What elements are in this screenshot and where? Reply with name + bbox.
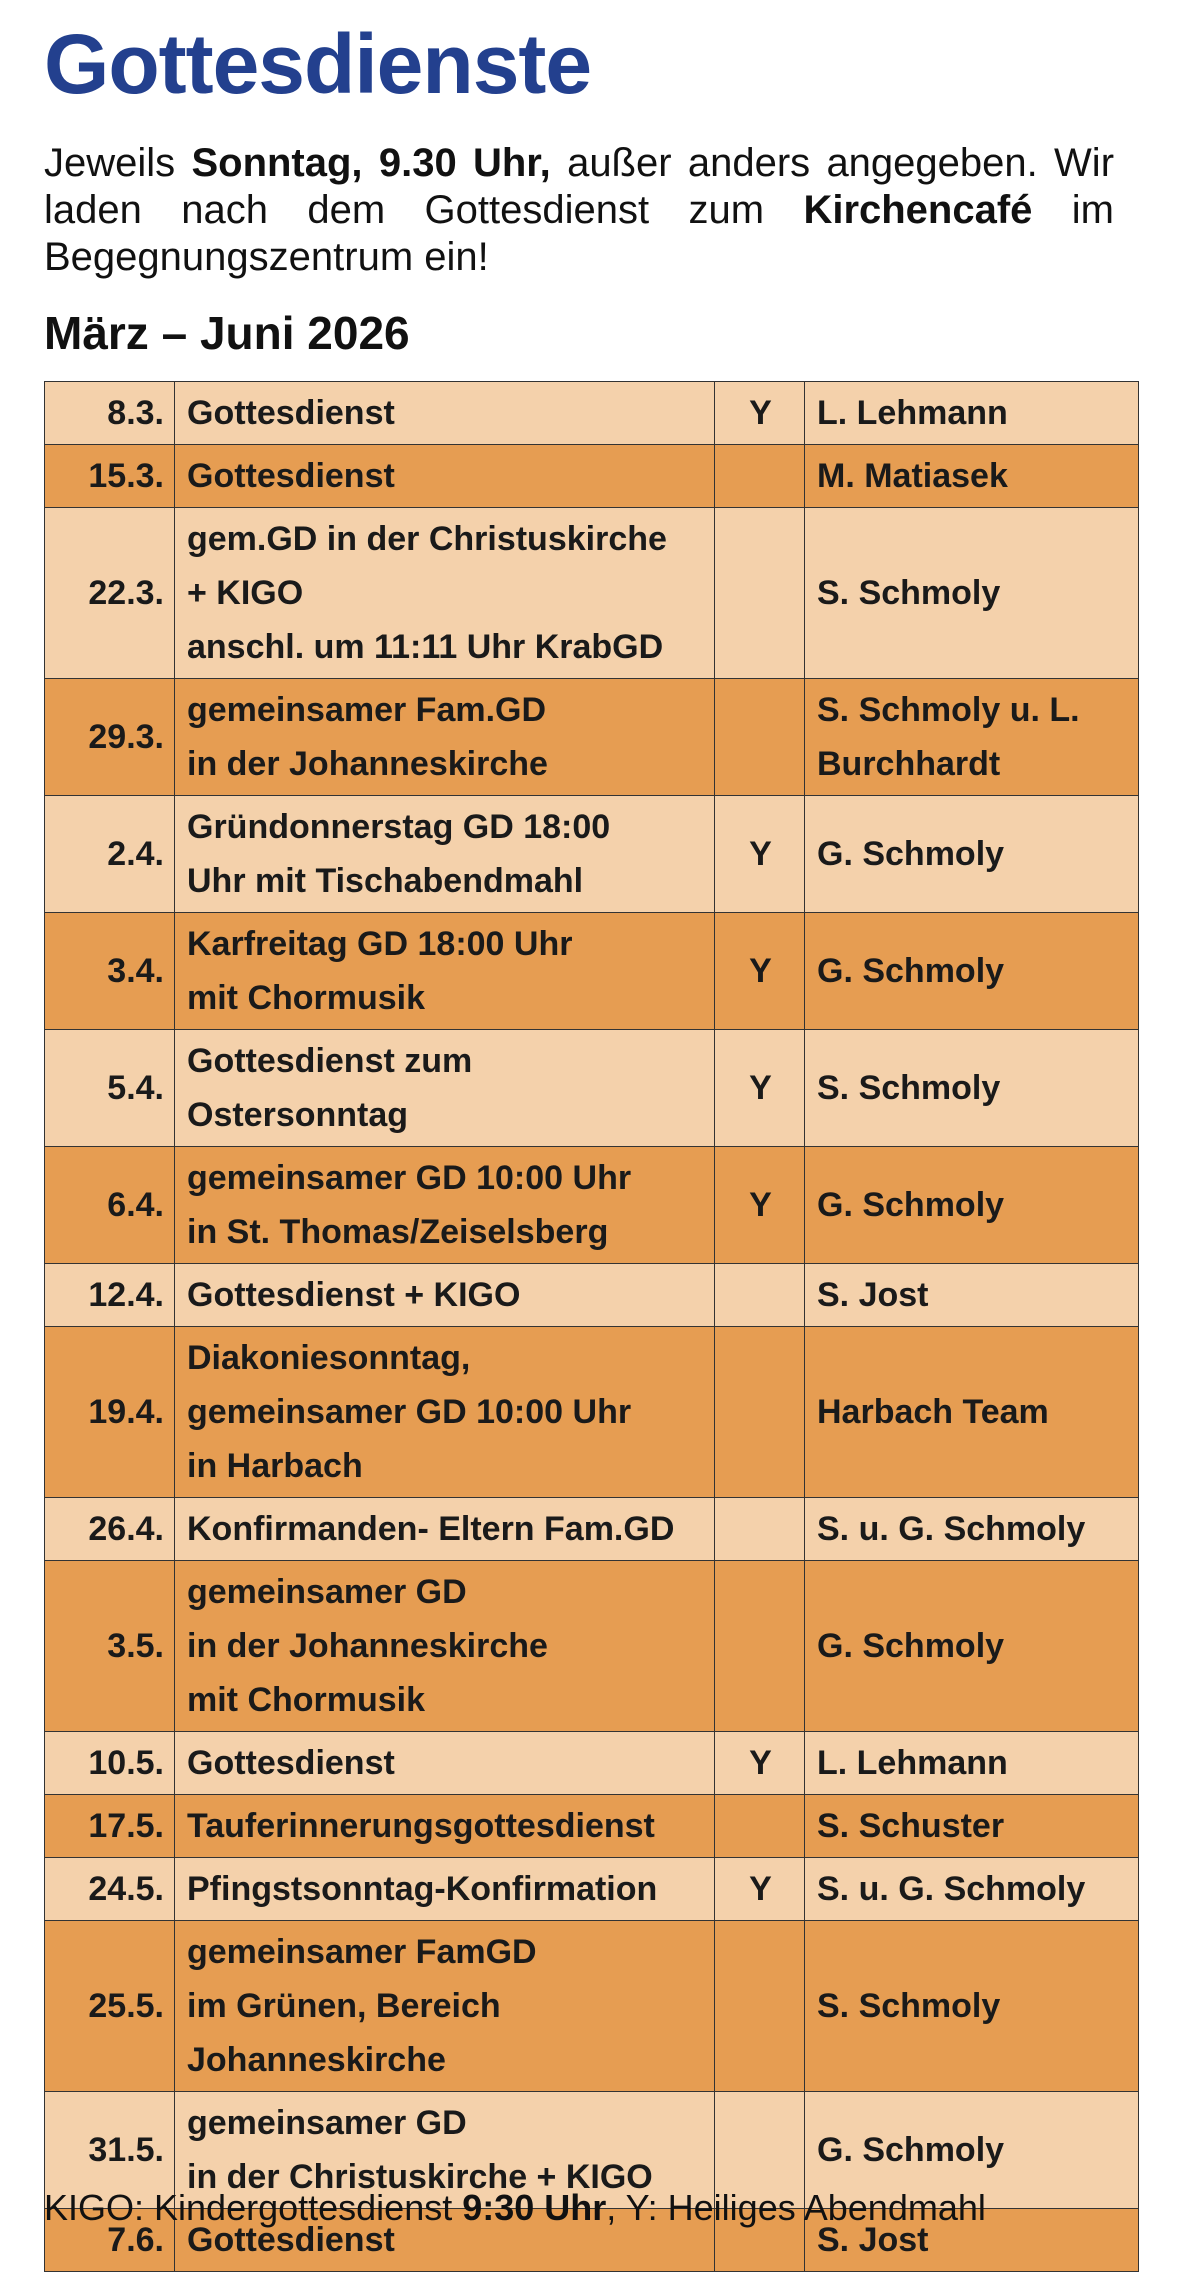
table-row [45,445,1139,508]
row-event-line: Gottesdienst + KIGO [187,1276,521,1314]
row-event [175,1030,715,1147]
row-communion [715,445,805,508]
table-row [45,1030,1139,1147]
table-row [45,1795,1139,1858]
row-communion: Y [715,913,805,1030]
row-date: 22.3. [45,508,175,679]
row-date: 26.4. [45,1498,175,1561]
row-date: 25.5. [45,1921,175,2092]
row-date: 19.4. [45,1327,175,1498]
row-event-line: Johanneskirche [187,2041,446,2079]
table-row [45,1264,1139,1327]
row-event-line: im Grünen, Bereich [187,1987,501,2025]
table-row [45,1921,1139,2092]
row-event [175,382,715,445]
row-date: 5.4. [45,1030,175,1147]
row-event [175,1921,715,2092]
row-person: S. Jost [805,1264,1139,1327]
row-person: S. Schmoly u. L. Burchhardt [805,679,1139,796]
table-row [45,1147,1139,1264]
row-event-line: in der Christuskirche + KIGO [187,2158,653,2196]
table-row [45,382,1139,445]
row-event [175,1795,715,1858]
row-date: 17.5. [45,1795,175,1858]
row-communion [715,508,805,679]
schedule-body [45,382,1139,2272]
row-communion [715,679,805,796]
row-person: L. Lehmann [805,1732,1139,1795]
row-person: G. Schmoly [805,1561,1139,1732]
row-date: 10.5. [45,1732,175,1795]
row-communion: Y [715,796,805,913]
row-event [175,1147,715,1264]
period-heading: März – Juni 2026 [44,307,410,359]
row-event-line: mit Chormusik [187,979,426,1017]
row-event-line: gemeinsamer FamGD [187,1933,537,1971]
row-communion: Y [715,1732,805,1795]
row-event-line: Gottesdienst [187,457,395,495]
row-person: M. Matiasek [805,445,1139,508]
row-event [175,679,715,796]
intro-part-1: Jeweils [44,141,192,185]
row-date: 24.5. [45,1858,175,1921]
row-date: 31.5. [45,2092,175,2209]
row-event-line: gemeinsamer GD 10:00 Uhr [187,1159,632,1197]
intro-part-3: im Begegnungszentrum ein! [44,188,1115,279]
row-event [175,913,715,1030]
row-event-line: Gottesdienst [187,2221,395,2259]
row-person: G. Schmoly [805,2092,1139,2209]
row-event [175,1264,715,1327]
table-row [45,1327,1139,1498]
row-date: 3.4. [45,913,175,1030]
row-date: 7.6. [45,2209,175,2272]
row-event-line: anschl. um 11:11 Uhr KrabGD [187,628,664,666]
table-row [45,1732,1139,1795]
schedule-table [44,381,1139,2272]
row-communion [715,1327,805,1498]
row-communion: Y [715,1147,805,1264]
table-row [45,913,1139,1030]
intro-bold-cafe: Kirchencafé [803,188,1033,232]
table-row [45,1858,1139,1921]
row-date: 29.3. [45,679,175,796]
row-event-line: mit Chormusik [187,1681,426,1719]
row-communion [715,1921,805,2092]
row-event-line: Tauferinnerungsgottesdienst [187,1807,655,1845]
row-event-line: Gründonnerstag GD 18:00 [187,808,611,846]
table-row [45,679,1139,796]
intro-part-2: außer anders angegeben. Wir laden nach dem Gottesdienst zum [44,141,1115,232]
row-event-line: Gottesdienst zum [187,1042,473,1080]
table-row [45,508,1139,679]
row-person: G. Schmoly [805,796,1139,913]
row-person: S. u. G. Schmoly [805,1498,1139,1561]
row-event-line: gemeinsamer GD [187,2104,467,2142]
row-communion: Y [715,1858,805,1921]
row-event [175,1327,715,1498]
page-title: Gottesdienste [44,17,592,111]
row-event-line: Konfirmanden- Eltern Fam.GD [187,1510,675,1548]
row-event [175,796,715,913]
row-event-line: Diakoniesonntag, [187,1339,471,1377]
row-communion [715,1498,805,1561]
row-person: S. u. G. Schmoly [805,1858,1139,1921]
row-event-line: + KIGO [187,574,304,612]
row-event-line: gemeinsamer GD 10:00 Uhr [187,1393,632,1431]
row-person: L. Lehmann [805,382,1139,445]
row-event-line: in der Johanneskirche [187,1627,548,1665]
table-row [45,1498,1139,1561]
row-person: S. Jost [805,2209,1139,2272]
row-communion: Y [715,1030,805,1147]
footer-legend [44,2186,986,2230]
row-communion [715,1795,805,1858]
footer-kigo-label: KIGO: Kindergottesdienst [44,2187,463,2228]
row-event-line: Pfingstsonntag-Konfirmation [187,1870,658,1908]
row-event-line: Uhr mit Tischabendmahl [187,862,584,900]
row-event-line: Karfreitag GD 18:00 Uhr [187,925,573,963]
row-event-line: in St. Thomas/Zeiselsberg [187,1213,609,1251]
row-event [175,508,715,679]
row-event-line: gem.GD in der Christuskirche [187,520,667,558]
footer-legend-text: , Y: Heiliges Abendmahl [606,2187,986,2228]
row-event-line: gemeinsamer GD [187,1573,467,1611]
row-date: 2.4. [45,796,175,913]
row-date: 3.5. [45,1561,175,1732]
row-date: 12.4. [45,1264,175,1327]
footer-kigo-time: 9:30 Uhr [462,2187,607,2228]
row-date: 8.3. [45,382,175,445]
row-communion [715,1264,805,1327]
row-person: S. Schmoly [805,1921,1139,2092]
row-communion [715,1561,805,1732]
row-event-line: Ostersonntag [187,1096,409,1134]
row-person: S. Schuster [805,1795,1139,1858]
intro-bold-time: Sonntag, 9.30 Uhr, [191,141,551,185]
row-event-line: Gottesdienst [187,1744,395,1782]
row-date: 6.4. [45,1147,175,1264]
row-event-line: Gottesdienst [187,394,395,432]
row-event [175,1498,715,1561]
table-row [45,1561,1139,1732]
row-communion: Y [715,382,805,445]
row-date: 15.3. [45,445,175,508]
row-event [175,445,715,508]
row-event [175,1858,715,1921]
row-person: S. Schmoly [805,1030,1139,1147]
row-event-line: in Harbach [187,1447,363,1485]
row-person: S. Schmoly [805,508,1139,679]
intro-text [44,140,1114,281]
row-event-line: in der Johanneskirche [187,745,548,783]
table-row [45,796,1139,913]
row-event [175,1732,715,1795]
row-person: Harbach Team [805,1327,1139,1498]
row-person: G. Schmoly [805,1147,1139,1264]
row-person: G. Schmoly [805,913,1139,1030]
row-event-line: gemeinsamer Fam.GD [187,691,547,729]
row-event [175,1561,715,1732]
